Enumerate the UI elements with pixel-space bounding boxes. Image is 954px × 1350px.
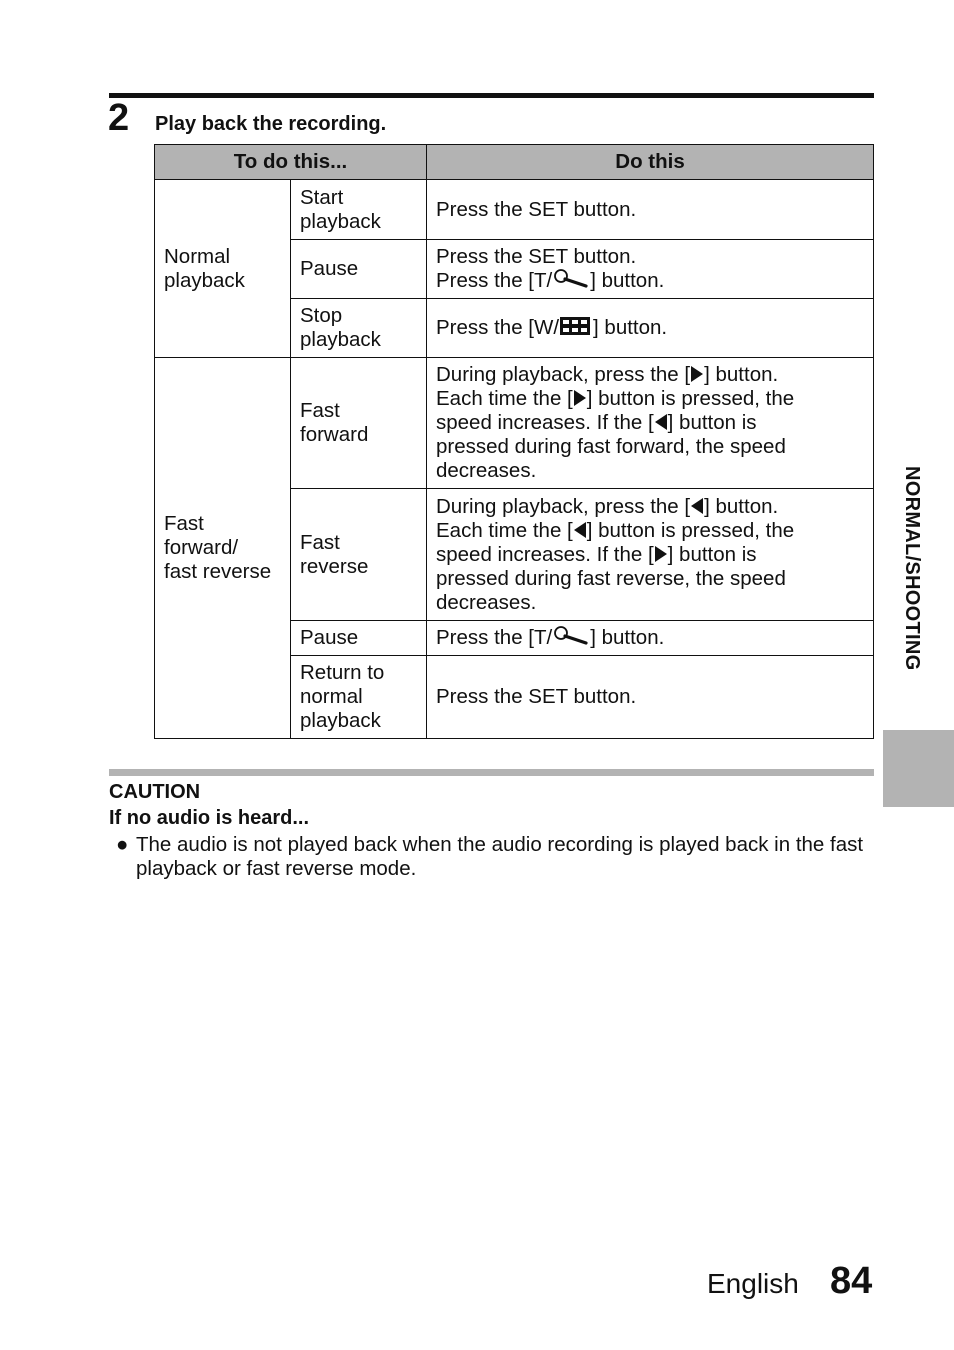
section-top-rule [109, 93, 874, 98]
text-fragment: ] button is [667, 411, 757, 434]
text-fragment: ] button. [590, 626, 665, 649]
text-fragment: During playback, press the [ [436, 494, 691, 518]
magnifier-icon [552, 626, 590, 646]
instruction-line: pressed during fast forward, the speed [436, 435, 786, 458]
instruction-line [436, 387, 865, 411]
instruction-stop-playback [427, 299, 874, 358]
instruction-fast-reverse [427, 489, 874, 621]
caution-title: CAUTION [109, 781, 201, 803]
instruction-line: pressed during fast reverse, the speed [436, 566, 786, 590]
action-fast-reverse: Fast reverse [291, 489, 427, 621]
text-fragment: ] button. [704, 494, 779, 518]
text-fragment: ] button is pressed, the [586, 518, 795, 542]
action-pause: Pause [291, 240, 427, 299]
left-triangle-icon [654, 413, 668, 431]
text-fragment: ] button. [593, 316, 668, 339]
instruction-line [436, 363, 865, 387]
instruction-line: decreases. [436, 459, 537, 482]
instruction-line [436, 543, 865, 567]
text-fragment: Press the [W/ [436, 316, 560, 339]
text-fragment: Press the [T/ [436, 269, 553, 292]
right-triangle-icon [654, 545, 668, 563]
instruction-pause-fast [427, 621, 874, 656]
caution-heading: If no audio is heard... [109, 807, 310, 829]
group-normal-playback: Normal playback [155, 180, 291, 358]
caution-rule [109, 769, 874, 776]
section-side-tab: NORMAL/SHOOTING [901, 466, 923, 671]
text-fragment: speed increases. If the [ [436, 411, 654, 434]
action-start-playback: Start playback [291, 180, 427, 240]
action-pause-fast: Pause [291, 621, 427, 656]
side-tab-marker [883, 730, 954, 807]
right-triangle-icon [690, 365, 704, 383]
instruction-line [436, 411, 865, 435]
text-fragment: ] button. [590, 269, 665, 292]
footer-language: English [707, 1268, 799, 1299]
right-triangle-icon [573, 389, 587, 407]
group-fast-forward-reverse: Fast forward/ fast reverse [155, 358, 291, 739]
index-grid-icon [559, 316, 593, 336]
step-number: 2 [108, 97, 130, 139]
text-fragment: Each time the [ [436, 518, 573, 542]
instruction-return-normal: Press the SET button. [427, 656, 874, 739]
text-fragment: ] button. [704, 363, 779, 386]
instruction-line: Press the SET button. [436, 245, 637, 268]
table-row [155, 358, 874, 489]
text-fragment: During playback, press the [ [436, 363, 691, 386]
text-fragment: Press the [T/ [436, 626, 553, 649]
action-fast-forward: Fast forward [291, 358, 427, 489]
page-number: 84 [830, 1260, 873, 1302]
step-title: Play back the recording. [155, 113, 387, 135]
bullet-icon: ● [116, 833, 129, 856]
instruction-line [436, 495, 865, 519]
magnifier-icon [552, 269, 590, 289]
operation-table [154, 144, 874, 739]
table-row [155, 180, 874, 240]
left-triangle-icon [573, 521, 587, 539]
instruction-line [436, 269, 865, 293]
instruction-start-playback: Press the SET button. [427, 180, 874, 240]
left-triangle-icon [690, 497, 704, 515]
header-todo: To do this... [155, 145, 427, 180]
action-return-normal: Return to normal playback [291, 656, 427, 739]
text-fragment: ] button is pressed, the [586, 387, 795, 410]
table-header-row [155, 145, 874, 180]
action-stop-playback: Stop playback [291, 299, 427, 358]
instruction-fast-forward [427, 358, 874, 489]
instruction-line: decreases. [436, 590, 537, 614]
caution-text: The audio is not played back when the audio recording is played back in the fast playback or fast reverse mode. [136, 833, 864, 880]
text-fragment: Each time the [ [436, 387, 573, 410]
text-fragment: ] button is [667, 542, 757, 566]
instruction-pause [427, 240, 874, 299]
header-dothis: Do this [427, 145, 874, 180]
instruction-line [436, 519, 865, 543]
text-fragment: speed increases. If the [ [436, 542, 654, 566]
